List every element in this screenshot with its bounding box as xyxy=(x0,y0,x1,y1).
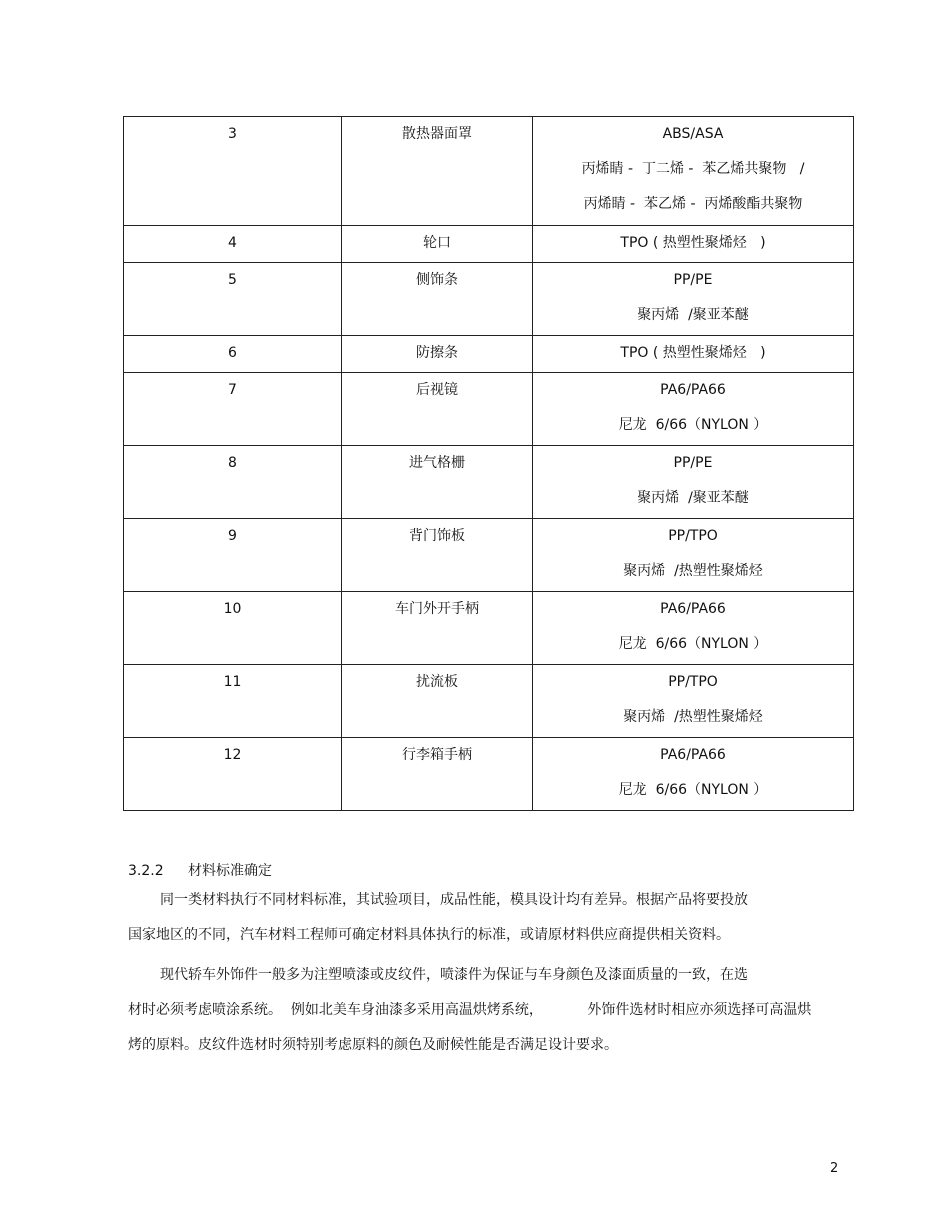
material-cell-text: 聚丙烯 /热塑性聚烯烃 xyxy=(623,563,763,579)
section-number: 3.2.2 xyxy=(128,863,164,879)
material-cell xyxy=(533,446,854,519)
material-cell-text: 聚丙烯 /聚亚苯醚 xyxy=(637,490,749,506)
row-number-cell-text: 7 xyxy=(228,382,237,398)
row-number-cell xyxy=(124,226,342,263)
row-number-cell xyxy=(124,263,342,336)
table-row xyxy=(124,263,854,336)
table-row xyxy=(124,373,854,446)
material-cell xyxy=(533,665,854,738)
part-name-cell xyxy=(342,336,533,373)
material-cell-text: 聚丙烯 /热塑性聚烯烃 xyxy=(623,709,763,725)
table-row xyxy=(124,226,854,263)
material-cell xyxy=(533,738,854,811)
part-name-cell-text: 进气格栅 xyxy=(409,455,465,471)
material-cell-text: PP/TPO xyxy=(668,528,718,544)
material-cell-text: PA6/PA66 xyxy=(660,382,726,398)
material-cell-text: PA6/PA66 xyxy=(660,601,726,617)
material-cell-text: PP/PE xyxy=(673,455,713,471)
material-cell xyxy=(533,519,854,592)
part-name-cell xyxy=(342,592,533,665)
row-number-cell xyxy=(124,117,342,226)
part-name-cell xyxy=(342,263,533,336)
material-cell-text: 聚丙烯 /聚亚苯醚 xyxy=(637,307,749,323)
row-number-cell-text: 10 xyxy=(223,601,242,617)
page-number: 2 xyxy=(830,1161,839,1176)
material-cell-text: 丙烯睛 - 苯乙烯 - 丙烯酸酯共聚物 xyxy=(583,196,803,212)
row-number-cell-text: 6 xyxy=(228,345,237,361)
material-cell-text: PA6/PA66 xyxy=(660,747,726,763)
materials-table-body xyxy=(124,117,854,811)
material-cell-text: TPO ( 热塑性聚烯烃 ) xyxy=(620,235,766,251)
part-name-cell-text: 防擦条 xyxy=(416,345,458,361)
row-number-cell-text: 12 xyxy=(223,747,242,763)
part-name-cell xyxy=(342,117,533,226)
row-number-cell-text: 9 xyxy=(228,528,237,544)
part-name-cell-text: 散热器面罩 xyxy=(402,126,472,142)
material-cell xyxy=(533,226,854,263)
part-name-cell xyxy=(342,665,533,738)
row-number-cell xyxy=(124,336,342,373)
part-name-cell xyxy=(342,519,533,592)
material-cell xyxy=(533,263,854,336)
table-row xyxy=(124,665,854,738)
paragraph-line: 国家地区的不同，汽车材料工程师可确定材料具体执行的标准，或请原材料供应商提供相关资料。 xyxy=(128,927,730,943)
row-number-cell-text: 8 xyxy=(228,455,237,471)
row-number-cell-text: 5 xyxy=(228,272,237,288)
paragraph-line: 现代轿车外饰件一般多为注塑喷漆或皮纹件，喷漆件为保证与车身颜色及漆面质量的一致，在选 xyxy=(160,967,748,983)
part-name-cell-text: 扰流板 xyxy=(416,674,458,690)
part-name-cell xyxy=(342,738,533,811)
row-number-cell xyxy=(124,446,342,519)
material-cell-text: PP/PE xyxy=(673,272,713,288)
table-row xyxy=(124,519,854,592)
part-name-cell xyxy=(342,373,533,446)
part-name-cell-text: 车门外开手柄 xyxy=(395,601,479,617)
row-number-cell-text: 3 xyxy=(228,126,237,142)
row-number-cell xyxy=(124,519,342,592)
material-cell-text: TPO ( 热塑性聚烯烃 ) xyxy=(620,345,766,361)
row-number-cell xyxy=(124,592,342,665)
material-cell-text: 丙烯睛 - 丁二烯 - 苯乙烯共聚物 / xyxy=(581,161,805,177)
row-number-cell xyxy=(124,738,342,811)
part-name-cell-text: 轮口 xyxy=(423,235,451,251)
material-cell xyxy=(533,373,854,446)
material-cell-text: 尼龙 6/66（NYLON ） xyxy=(618,636,768,652)
table-row xyxy=(124,336,854,373)
material-cell xyxy=(533,117,854,226)
paragraph-material-standard xyxy=(128,883,858,953)
row-number-cell-text: 11 xyxy=(223,674,242,690)
table-row xyxy=(124,117,854,226)
paragraph-line: 同一类材料执行不同材料标准，其试验项目，成品性能，模具设计均有差异。根据产品将要投放 xyxy=(160,892,748,908)
material-cell xyxy=(533,592,854,665)
part-name-cell-text: 背门饰板 xyxy=(409,528,465,544)
table-row xyxy=(124,738,854,811)
row-number-cell xyxy=(124,373,342,446)
materials-table xyxy=(123,116,854,811)
paragraph-painting-system xyxy=(128,958,858,1063)
material-cell-text: ABS/ASA xyxy=(662,126,724,142)
section-title: 材料标准确定 xyxy=(188,863,272,879)
material-cell-text: 尼龙 6/66（NYLON ） xyxy=(618,782,768,798)
part-name-cell-text: 行李箱手柄 xyxy=(402,747,472,763)
part-name-cell xyxy=(342,226,533,263)
part-name-cell-text: 后视镜 xyxy=(416,382,458,398)
material-cell xyxy=(533,336,854,373)
part-name-cell-text: 侧饰条 xyxy=(416,272,458,288)
part-name-cell xyxy=(342,446,533,519)
section-heading xyxy=(128,860,272,880)
table-row xyxy=(124,592,854,665)
table-row xyxy=(124,446,854,519)
paragraph-line: 材时必须考虑喷涂系统。 例如北美车身油漆多采用高温烘烤系统， 外饰件选材时相应亦须选择可高温烘 xyxy=(128,1002,812,1018)
material-cell-text: 尼龙 6/66（NYLON ） xyxy=(618,417,768,433)
row-number-cell xyxy=(124,665,342,738)
paragraph-line: 烤的原料。皮纹件选材时须特别考虑原料的颜色及耐候性能是否满足设计要求。 xyxy=(128,1037,618,1053)
row-number-cell-text: 4 xyxy=(228,235,237,251)
material-cell-text: PP/TPO xyxy=(668,674,718,690)
